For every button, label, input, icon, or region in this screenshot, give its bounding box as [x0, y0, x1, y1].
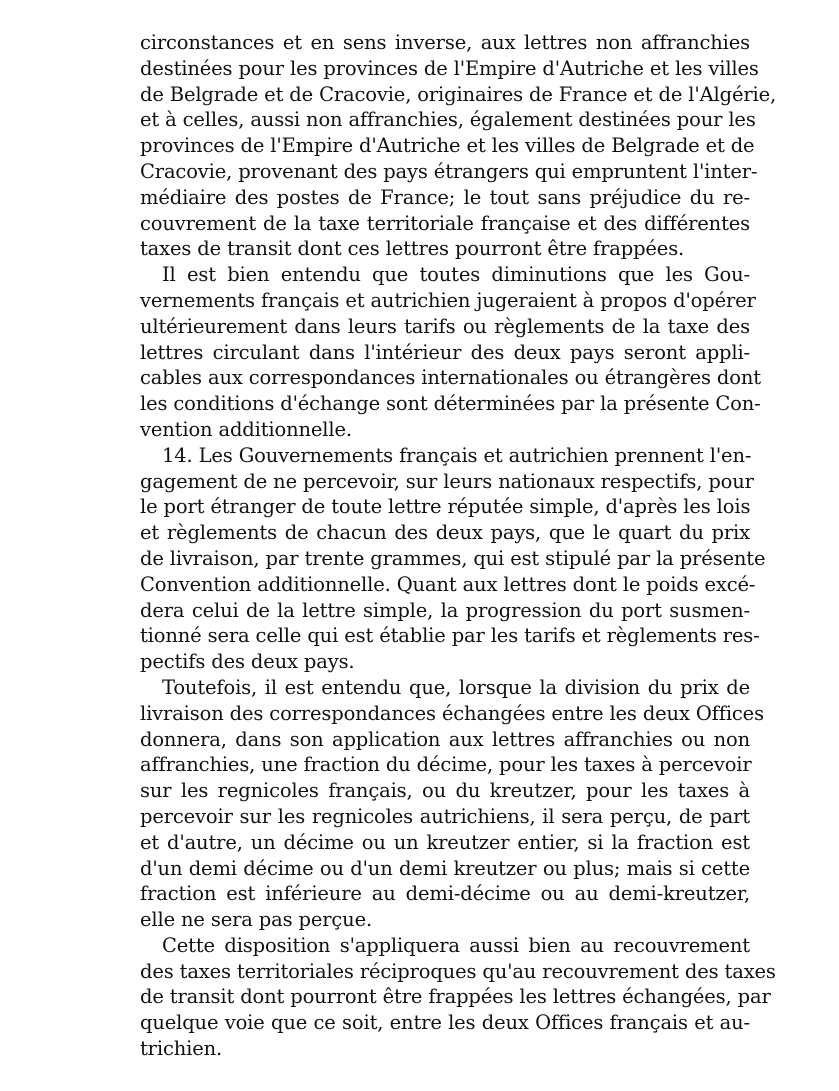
paragraph-toutefois	[140, 675, 764, 933]
document-page	[140, 30, 777, 1062]
text-line: lettres circulant dans l'intérieur des deux pays seront appli-	[140, 340, 750, 364]
paragraph-diminutions	[140, 262, 761, 443]
text-line: affranchies, une fraction du décime, pour les taxes à percevoir	[140, 753, 752, 777]
text-line: tionné sera celle qui est établie par les tarifs et règlements res-	[140, 624, 760, 648]
text-line: livraison des correspondances échangées entre les deux Offices	[140, 701, 764, 725]
text-line: de livraison, par trente grammes, qui est stipulé par la présente	[140, 546, 766, 570]
text-line: Toutefois, il est entendu que, lorsque la division du prix de	[162, 675, 750, 699]
text-line: destinées pour les provinces de l'Empire d'Autriche et les villes	[140, 56, 759, 80]
text-line: couvrement de la taxe territoriale française et des différentes	[140, 211, 750, 235]
text-line: et d'autre, un décime ou un kreutzer entier, si la fraction est	[140, 830, 750, 854]
text-line: de Belgrade et de Cracovie, originaires de France et de l'Algérie,	[140, 82, 777, 106]
text-line: provinces de l'Empire d'Autriche et les villes de Belgrade et de	[140, 134, 755, 158]
text-line: elle ne sera pas perçue.	[140, 908, 373, 932]
text-line: et à celles, aussi non affranchies, également destinées pour les	[140, 108, 756, 132]
text-line: quelque voie que ce soit, entre les deux Offices français et au-	[140, 1011, 750, 1035]
text-line: ultérieurement dans leurs tarifs ou règlements de la taxe des	[140, 314, 750, 338]
text-line: 14. Les Gouvernements français et autrichien prennent l'en-	[162, 443, 752, 467]
text-line: vernements français et autrichien jugeraient à propos d'opérer	[140, 288, 756, 312]
text-line: Cette disposition s'appliquera aussi bien au recouvrement	[162, 933, 750, 957]
text-line: Convention additionnelle. Quant aux lettres dont le poids excé-	[140, 572, 756, 596]
text-line: cables aux correspondances internationales ou étrangères dont	[140, 366, 761, 390]
text-line: gagement de ne percevoir, sur leurs nationaux respectifs, pour	[140, 469, 754, 493]
text-line: et règlements de chacun des deux pays, que le quart du prix	[140, 521, 750, 545]
paragraph-article-14	[140, 443, 766, 675]
text-line: d'un demi décime ou d'un demi kreutzer ou plus; mais si cette	[140, 856, 750, 880]
text-line: les conditions d'échange sont déterminées par la présente Con-	[140, 392, 761, 416]
text-line: fraction est inférieure au demi-décime ou au demi-kreutzer,	[140, 882, 750, 906]
text-line: trichien.	[140, 1037, 223, 1061]
paragraph-disposition	[140, 933, 776, 1062]
text-line: médiaire des postes de France; le tout sans préjudice du re-	[140, 185, 750, 209]
text-line: des taxes territoriales réciproques qu'au recouvrement des taxes	[140, 959, 776, 983]
text-line: percevoir sur les regnicoles autrichiens, il sera perçu, de part	[140, 804, 750, 828]
text-line: taxes de transit dont ces lettres pourront être frappées.	[140, 237, 685, 261]
text-line: de transit dont pourront être frappées les lettres échangées, par	[140, 985, 771, 1009]
text-line: pectifs des deux pays.	[140, 650, 355, 674]
paragraph-circonstances	[140, 30, 777, 262]
text-line: vention additionnelle.	[140, 417, 352, 441]
text-line: sur les regnicoles français, ou du kreutzer, pour les taxes à	[140, 779, 750, 803]
text-line: Il est bien entendu que toutes diminutions que les Gou-	[162, 263, 750, 287]
text-line: le port étranger de toute lettre réputée simple, d'après les lois	[140, 495, 751, 519]
text-line: Cracovie, provenant des pays étrangers qui empruntent l'inter-	[140, 159, 758, 183]
text-line: circonstances et en sens inverse, aux lettres non affranchies	[140, 31, 750, 54]
text-line: dera celui de la lettre simple, la progression du port susmen-	[140, 598, 750, 622]
text-line: donnera, dans son application aux lettres affranchies ou non	[140, 727, 750, 751]
